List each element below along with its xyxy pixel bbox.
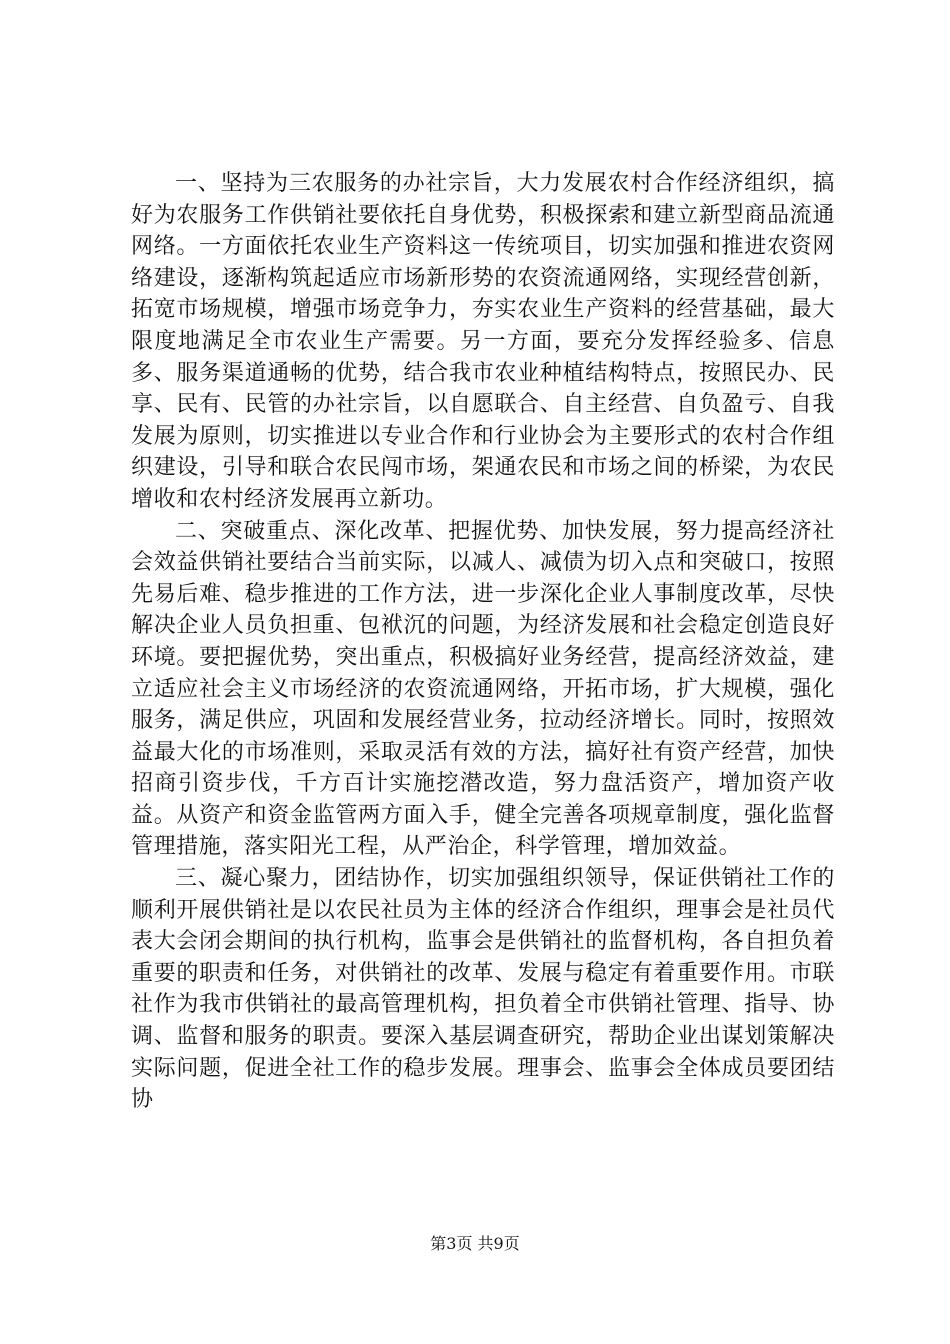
paragraph-2: 二、突破重点、深化改革、把握优势、加快发展，努力提高经济社会效益供销社要结合当前实际，以减人、减债为切入点和突破口，按照先易后难、稳步推进的工作方法，进一步深化企业人事制度改革，尽快解决企业人员负担重、包袱沉的问题，为经济发展和社会稳定创造良好环境。要把握优势，突出重点，积极搞好业务经营，提高经济效益，建立适应社会主义市场经济的农资流通网络，开拓市场，扩大规模，强化服务，满足供应，巩固和发展经营业务，拉动经济增长。同时，按照效益最大化的市场准则，采取灵活有效的方法，搞好社有资产经营，加快招商引资步伐，千方百计实施挖潜改造，努力盘活资产，增加资产收益。从资产和资金监管两方面入手，健全完善各项规章制度，强化监督管理措施，落实阳光工程，从严治企，科学管理，增加效益。 bbox=[131, 518, 835, 860]
paragraph-3: 三、凝心聚力，团结协作，切实加强组织领导，保证供销社工作的顺利开展供销社是以农民社员为主体的经济合作组织，理事会是社员代表大会闭会期间的执行机构，监事会是供销社的监督机构，各自担负着重要的职责和任务，对供销社的改革、发展与稳定有着重要作用。市联社作为我市供销社的最高管理机构，担负着全市供销社管理、指导、协调、监督和服务的职责。要深入基层调查研究，帮助企业出谋划策解决实际问题，促进全社工作的稳步发展。理事会、监事会全体成员要团结协 bbox=[131, 866, 835, 1113]
document-body bbox=[131, 168, 835, 1116]
paragraph-1: 一、坚持为三农服务的办社宗旨，大力发展农村合作经济组织，搞好为农服务工作供销社要依托自身优势，积极探索和建立新型商品流通网络。一方面依托农业生产资料这一传统项目，切实加强和推进农资网络建设，逐渐构筑起适应市场新形势的农资流通网络，实现经营创新，拓宽市场规模，增强市场竞争力，夯实农业生产资料的经营基础，最大限度地满足全市农业生产需要。另一方面，要充分发挥经验多、信息多、服务渠道通畅的优势，结合我市农业种植结构特点，按照民办、民享、民有、民管的办社宗旨，以自愿联合、自主经营、自负盈亏、自我发展为原则，切实推进以专业合作和行业协会为主要形式的农村合作组织建设，引导和联合农民闯市场，架通农民和市场之间的桥梁，为农民增收和农村经济发展再立新功。 bbox=[131, 171, 835, 512]
page-number-footer: 第3页 共9页 bbox=[430, 1234, 520, 1253]
